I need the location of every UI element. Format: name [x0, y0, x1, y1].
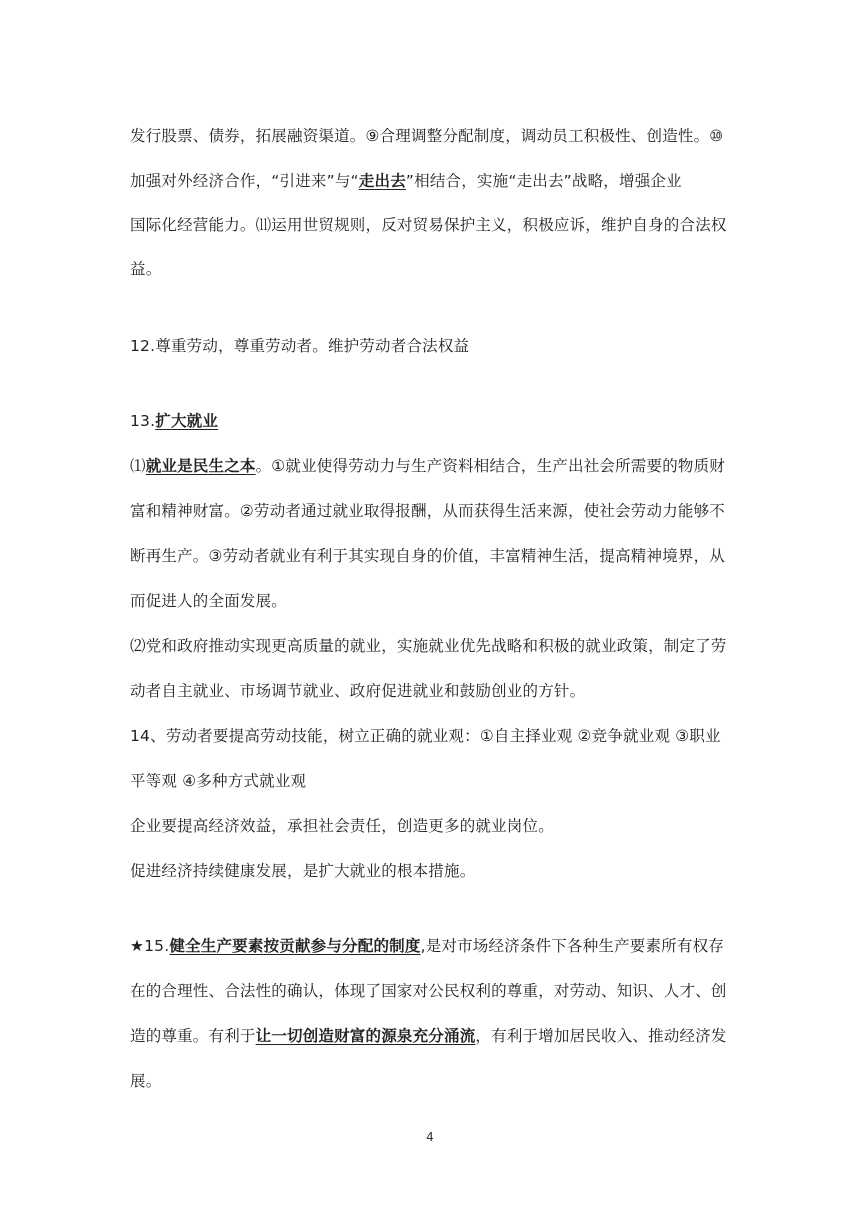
emphasis-text: 就业是民生之本 [145, 457, 256, 475]
emphasis-text: 扩大就业 [155, 412, 219, 430]
paragraph-line [130, 770, 750, 792]
text: ⑵党和政府推动实现更高质量的就业，实施就业优先战略和积极的就业政策，制定了劳 [130, 637, 727, 655]
paragraph-line [130, 1070, 750, 1092]
paragraph-line [130, 935, 750, 957]
emphasis-text: 健全生产要素按贡献参与分配的制度 [169, 937, 421, 955]
text: ,是对市场经济条件下各种生产要素所有权存 [420, 937, 724, 955]
paragraph-line [130, 590, 750, 612]
text: 发行股票、债券，拓展融资渠道。⑨合理调整分配制度，调动员工积极性、创造性。⑩ [130, 127, 724, 145]
text: 而促进人的全面发展。 [130, 592, 288, 610]
paragraph-line [130, 170, 750, 192]
text: 断再生产。③劳动者就业有利于其实现自身的价值，丰富精神生活，提高精神境界，从 [130, 547, 725, 565]
paragraph-line [130, 635, 750, 657]
item-13-heading [130, 410, 750, 432]
text: 富和精神财富。②劳动者通过就业取得报酬，从而获得生活来源，使社会劳动力能够不 [130, 502, 725, 520]
text: 促进经济持续健康发展，是扩大就业的根本措施。 [130, 862, 476, 880]
paragraph-line [130, 258, 750, 280]
paragraph-line [130, 500, 750, 522]
text: 13. [130, 412, 156, 430]
paragraph-line [130, 860, 750, 882]
paragraph-line [130, 214, 750, 236]
text: 14、劳动者要提高劳动技能，树立正确的就业观：①自主择业观 ②竞争就业观 ③职业 [130, 727, 721, 745]
paragraph-line [130, 980, 750, 1002]
text: 企业要提高经济效益，承担社会责任，创造更多的就业岗位。 [130, 817, 554, 835]
paragraph-line [130, 725, 750, 747]
text: 。①就业使得劳动力与生产资料相结合，生产出社会所需要的物质财 [255, 457, 726, 475]
paragraph-line [130, 815, 750, 837]
item-12 [130, 335, 750, 357]
text: ★15. [130, 937, 170, 955]
page-number: 4 [426, 1130, 434, 1144]
emphasis-text: 让一切创造财富的源泉充分涌流 [255, 1027, 476, 1045]
text: 加强对外经济合作，“引进来”与“ [130, 172, 359, 190]
paragraph-line [130, 455, 750, 477]
text: 造的尊重。有利于 [130, 1027, 256, 1045]
text: 动者自主就业、市场调节就业、政府促进就业和鼓励创业的方针。 [130, 682, 586, 700]
paragraph-line [130, 1025, 750, 1047]
text: 国际化经营能力。⑾运用世贸规则，反对贸易保护主义，积极应诉，维护自身的合法权 [130, 216, 727, 234]
text: 在的合理性、合法性的确认，体现了国家对公民权利的尊重，对劳动、知识、人才、创 [130, 982, 727, 1000]
text: 展。 [130, 1072, 162, 1090]
text: ⑴ [130, 457, 146, 475]
paragraph-line [130, 545, 750, 567]
text: 12.尊重劳动，尊重劳动者。维护劳动者合法权益 [130, 337, 470, 355]
paragraph-line [130, 125, 750, 147]
emphasis-text: 走出去 [358, 172, 406, 190]
text: ”相结合，实施“走出去”战略，增强企业 [405, 172, 682, 190]
paragraph-line [130, 680, 750, 702]
text: 益。 [130, 260, 162, 278]
text: ，有利于增加居民收入、推动经济发 [475, 1027, 727, 1045]
text: 平等观 ④多种方式就业观 [130, 772, 307, 790]
